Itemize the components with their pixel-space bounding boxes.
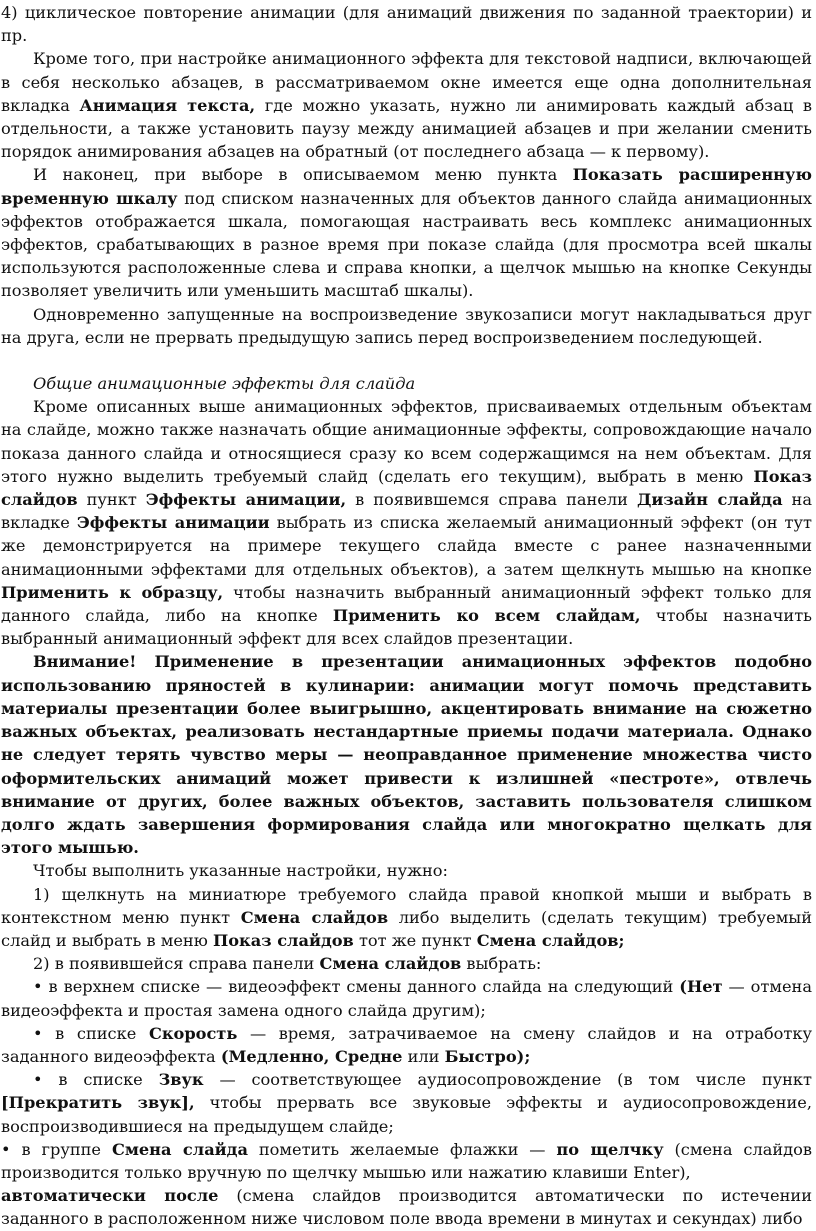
section-heading: Общие анимационные эффекты для слайда (33, 374, 416, 394)
bullet-item-speed: • в списке Скорость — время, затрачиваемое на смену слайдов и на отработку заданного видеоэффекта (Медленно, Средне или Быстро); (1, 1023, 812, 1066)
paragraph-steps-intro: Чтобы выполнить указанные настройки, нужно: (33, 861, 449, 881)
bullet-item-sound: • в списке Звук — соответствующее аудиосопровождение (в том числе пункт [Прекратить звук], чтобы прервать все звуковые эффекты и аудиосопровождение, воспроизводившиеся на предыдущем слайде; (1, 1070, 813, 1136)
paragraph-text-animation: Кроме того, при настройке анимационного эффекта для текстовой надписи, включающей в себя несколько абзацев, в рассматриваемом окне имеется еще одна дополнительная вкладка Анимация текста, где можно указать, нужно ли анимировать каждый абзац в отдельности, а также установить паузу между анимацией абзацев и при желании сменить порядок анимирования абзацев на обратный (от последнего абзаца — к первому). (1, 49, 813, 162)
paragraph-slide-effects: Кроме описанных выше анимационных эффектов, присваиваемых отдельным объектам на слайде, можно также назначать общие анимационные эффекты, сопровождающие начало показа данного слайда и относящиеся сразу ко всем содержащимся на нем объектам. Для этого нужно выделить требуемый слайд (сделать его текущим), выбрать в меню Показ слайдов пункт Эффекты анимации, в появившемся справа панели Дизайн слайда на вкладке Эффекты анимации выбрать из списка желаемый анимационный эффект (он тут же демонстрируется на примере текущего слайда вместе с ранее назначенными анимационными эффектами для отдельных объектов), а затем щелкнуть мышью на кнопке Применить к образцу, чтобы назначить выбранный анимационный эффект только для данного слайда, либо на кнопке Применить ко всем слайдам, чтобы назначить выбранный анимационный эффект для всех слайдов презентации. (1, 397, 812, 649)
paragraph-list-item-4: 4) циклическое повторение анимации (для анимаций движения по заданной траектории) и пр. (1, 3, 812, 46)
warning-paragraph: Внимание! Применение в презентации анимационных эффектов подобно использованию пряностей в кулинарии: анимации могут помочь представить материалы презентации более выигрышно, акцентировать внимание на сюжетно важных объектах, реализовать нестандартные приемы подачи материала. Однако не следует терять чувство меры — неоправданное применение множества чисто оформительских анимаций может привести к излишней «пестроте», отвлечь внимание от других, более важных объектов, заставить пользователя слишком долго ждать завершения формирования слайда или многократно щелкать для этого мышью. (1, 652, 812, 858)
paragraph-auto-after: автоматически после (смена слайдов производится автоматически по истечении заданного в расположенном ниже числовом поле ввода времени в минутах и секундах) либо (1, 1186, 813, 1229)
paragraph-step-2: 2) в появившейся справа панели Смена слайдов выбрать: (33, 954, 542, 974)
paragraph-sound-overlap: Одновременно запущенные на воспроизведение звукозаписи могут накладываться друг на друга, если не прервать предыдущую запись перед воспроизведением последующей. (1, 304, 812, 347)
paragraph-step-1: 1) щелкнуть на миниатюре требуемого слайда правой кнопкой мыши и выбрать в контекстном меню пункт Смена слайдов либо выделить (сделать текущим) требуемый слайд и выбрать в меню Показ слайдов тот же пункт Смена слайдов; (1, 884, 812, 950)
bullet-item-effect: • в верхнем списке — видеоэффект смены данного слайда на следующий (Нет — отмена видеоэффекта и простая замена одного слайда другим); (1, 977, 812, 1020)
paragraph-timeline: И наконец, при выборе в описываемом меню пункта Показать расширенную временную шкалу под списком назначенных для объектов данного слайда анимационных эффектов отображается шкала, помогающая настраивать весь комплекс анимационных эффектов, срабатывающих в разное время при показе слайда (для просмотра всей шкалы используются расположенные слева и справа кнопки, а щелчок мышью на кнопке Секунды позволяет увеличить или уменьшить масштаб шкалы). (1, 165, 812, 301)
bullet-item-slide-change: • в группе Смена слайда пометить желаемые флажки — по щелчку (смена слайдов производится только вручную по щелчку мышью или нажатию клавиши Enter), (1, 1139, 813, 1182)
